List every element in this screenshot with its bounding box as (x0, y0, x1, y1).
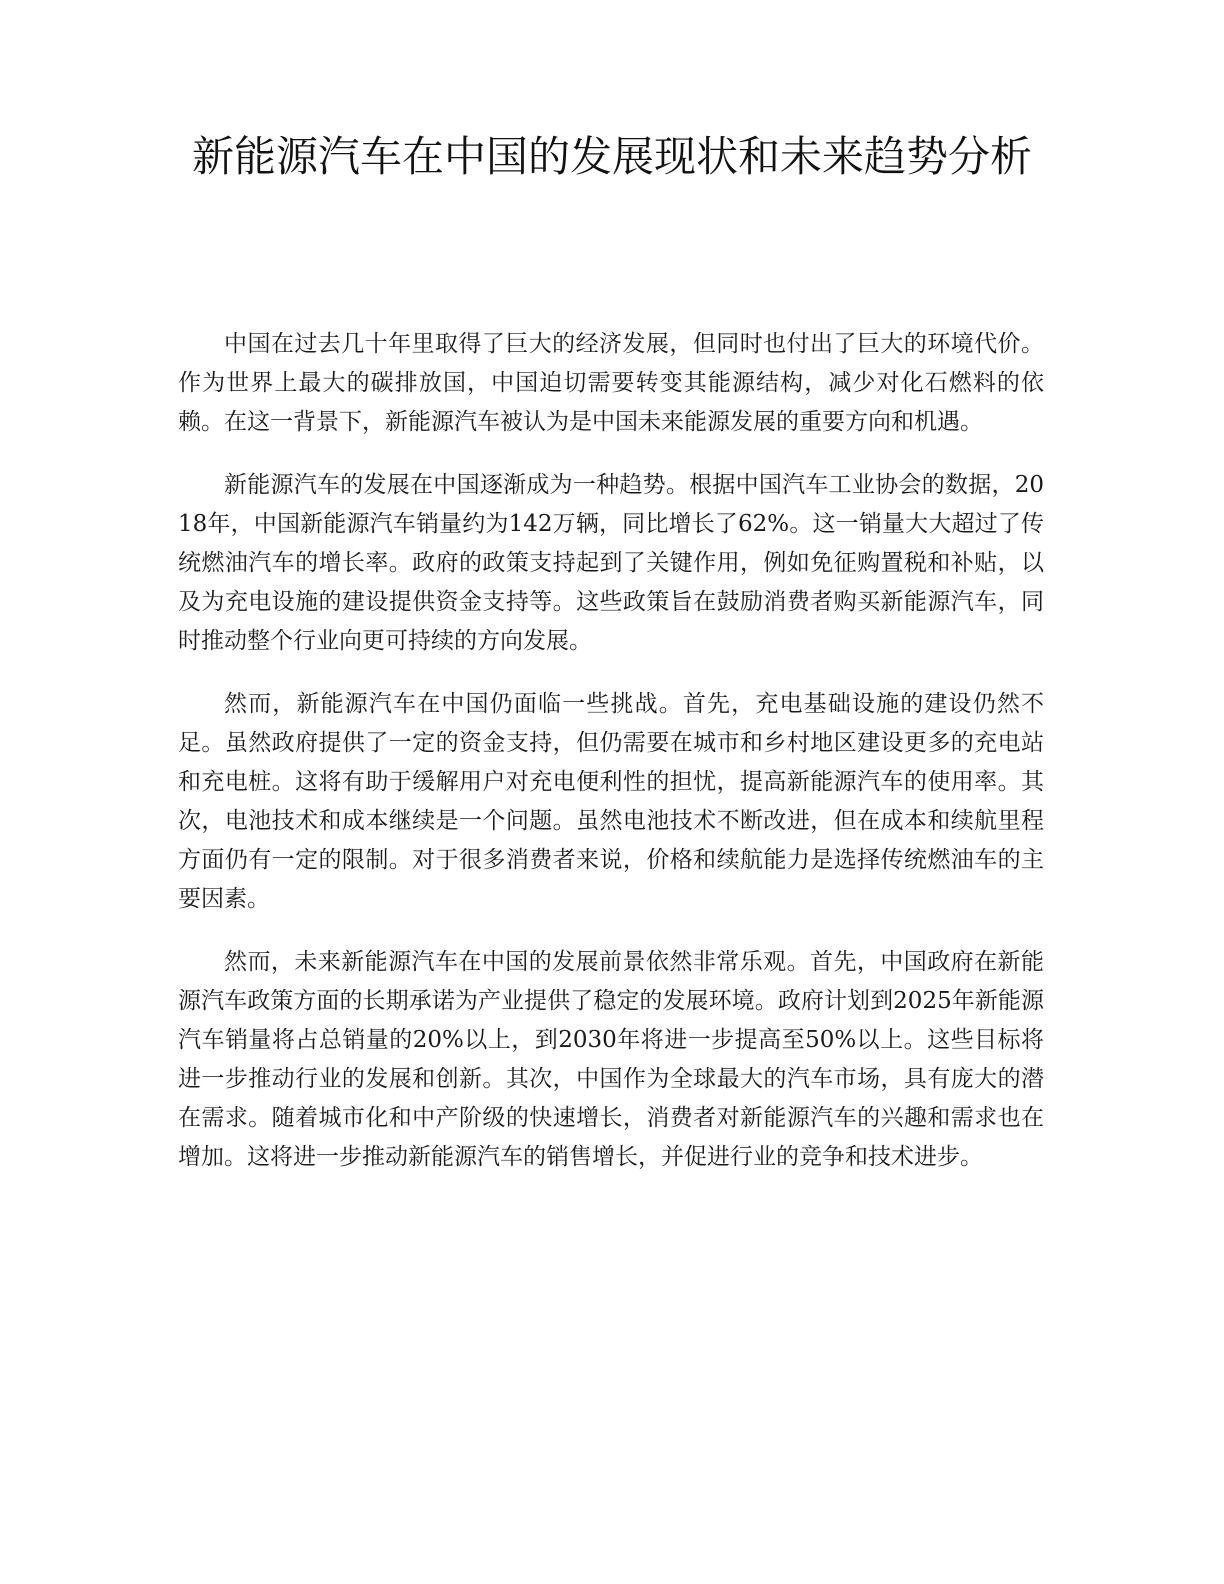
document-title: 新能源汽车在中国的发展现状和未来趋势分析 (191, 132, 1032, 181)
paragraph-2: 新能源汽车的发展在中国逐渐成为一种趋势。根据中国汽车工业协会的数据，2018年，中国新能源汽车销量约为142万辆，同比增长了62%。这一销量大大超过了传统燃油汽车的增长率。政府的政策支持起到了关键作用，例如免征购置税和补贴，以及为充电设施的建设提供资金支持等。这些政策旨在鼓励消费者购买新能源汽车，同时推动整个行业向更可持续的方向发展。 (178, 472, 1044, 654)
paragraph-4: 然而，未来新能源汽车在中国的发展前景依然非常乐观。首先，中国政府在新能源汽车政策方面的长期承诺为产业提供了稳定的发展环境。政府计划到2025年新能源汽车销量将占总销量的20%以上，到2030年将进一步提高至50%以上。这些目标将进一步推动行业的发展和创新。其次，中国作为全球最大的汽车市场，具有庞大的潜在需求。随着城市化和中产阶级的快速增长，消费者对新能源汽车的兴趣和需求也在增加。这将进一步推动新能源汽车的销售增长，并促进行业的竞争和技术进步。 (178, 949, 1044, 1170)
document-body (178, 325, 1044, 1201)
paragraph-3: 然而，新能源汽车在中国仍面临一些挑战。首先，充电基础设施的建设仍然不足。虽然政府提供了一定的资金支持，但仍需要在城市和乡村地区建设更多的充电站和充电桩。这将有助于缓解用户对充电便利性的担忧，提高新能源汽车的使用率。其次，电池技术和成本继续是一个问题。虽然电池技术不断改进，但在成本和续航里程方面仍有一定的限制。对于很多消费者来说，价格和续航能力是选择传统燃油车的主要因素。 (178, 691, 1044, 912)
paragraph-1: 中国在过去几十年里取得了巨大的经济发展，但同时也付出了巨大的环境代价。作为世界上最大的碳排放国，中国迫切需要转变其能源结构，减少对化石燃料的依赖。在这一背景下，新能源汽车被认为是中国未来能源发展的重要方向和机遇。 (178, 331, 1044, 435)
